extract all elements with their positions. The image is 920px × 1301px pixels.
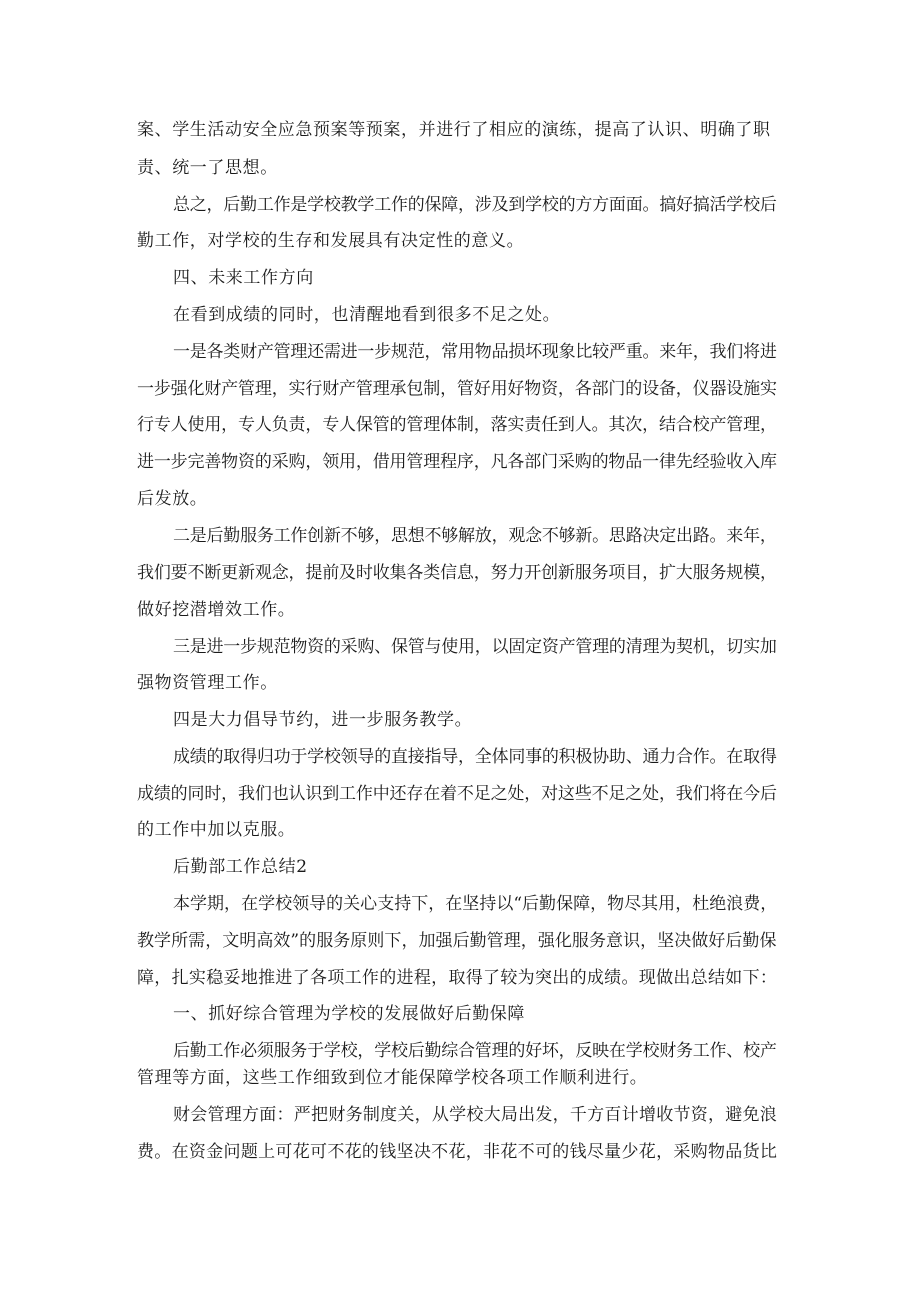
text-line-13: 我们要不断更新观念，提前及时收集各类信息，努力开创新服务项目，扩大服务规模， — [137, 563, 777, 583]
section-heading: 四、未来工作方向 — [173, 268, 314, 288]
text-line-6: 在看到成绩的同时，也清醒地看到很多不足之处。 — [173, 305, 561, 325]
text-line-15: 三是进一步规范物资的采购、保管与使用，以固定资产管理的清理为契机，切实加 — [173, 637, 777, 657]
text-line-9: 行专人使用，专人负责，专人保管的管理体制，落实责任到人。其次，结合校产管理， — [137, 415, 777, 435]
text-line-4: 勤工作，对学校的生存和发展具有决定性的意义。 — [137, 231, 525, 251]
text-line-3: 总之，后勤工作是学校教学工作的保障，涉及到学校的方方面面。搞好搞活学校后 — [173, 195, 777, 215]
text-line-1: 案、学生活动安全应急预案等预案，并进行了相应的演练，提高了认识、明确了职 — [137, 120, 771, 140]
text-line-12: 二是后勤服务工作创新不够，思想不够解放，观念不够新。思路决定出路。来年， — [173, 526, 777, 546]
section-heading: 一、抓好综合管理为学校的发展做好后勤保障 — [173, 1004, 525, 1024]
text-line-26: 后勤工作必须服务于学校，学校后勤综合管理的好坏，反映在学校财务工作、校产 — [173, 1041, 777, 1061]
text-line-18: 成绩的取得归功于学校领导的直接指导，全体同事的积极协助、通力合作。在取得 — [173, 747, 777, 767]
text-line-11: 后发放。 — [137, 489, 208, 509]
text-line-28: 财会管理方面：严把财务制度关，从学校大局出发，千方百计增收节资，避免浪 — [173, 1105, 777, 1125]
text-line-2: 责、统一了思想。 — [137, 158, 278, 178]
text-line-27: 管理等方面，这些工作细致到位才能保障学校各项工作顺利进行。 — [137, 1068, 648, 1088]
text-line-16: 强物资管理工作。 — [137, 673, 278, 693]
text-line-23: 教学所需，文明高效”的服务原则下，加强后勤管理，强化服务意识，坚决做好后勤保 — [137, 931, 777, 951]
text-line-29: 费。在资金问题上可花可不花的钱坚决不花，非花不可的钱尽量少花，采购物品货比 — [137, 1142, 778, 1162]
text-line-14: 做好挖潜增效工作。 — [137, 600, 296, 620]
text-line-19: 成绩的同时，我们也认识到工作中还存在着不足之处，对这些不足之处，我们将在今后 — [137, 784, 777, 804]
document-title: 后勤部工作总结2 — [173, 857, 308, 877]
text-line-17: 四是大力倡导节约，进一步服务教学。 — [173, 710, 473, 730]
text-line-7: 一是各类财产管理还需进一步规范，常用物品损坏现象比较严重。来年，我们将进 — [173, 342, 777, 362]
text-line-8: 一步强化财产管理，实行财产管理承包制，管好用好物资，各部门的设备，仪器设施实 — [137, 379, 777, 399]
text-line-20: 的工作中加以克服。 — [137, 820, 296, 840]
text-line-22: 本学期，在学校领导的关心支持下，在坚持以“后勤保障，物尽其用，杜绝浪费， — [173, 894, 778, 914]
text-line-10: 进一步完善物资的采购，领用，借用管理程序，凡各部门采购的物品一律先经验收入库 — [137, 452, 777, 472]
text-line-24: 障，扎实稳妥地推进了各项工作的进程，取得了较为突出的成绩。现做出总结如下： — [137, 968, 778, 988]
